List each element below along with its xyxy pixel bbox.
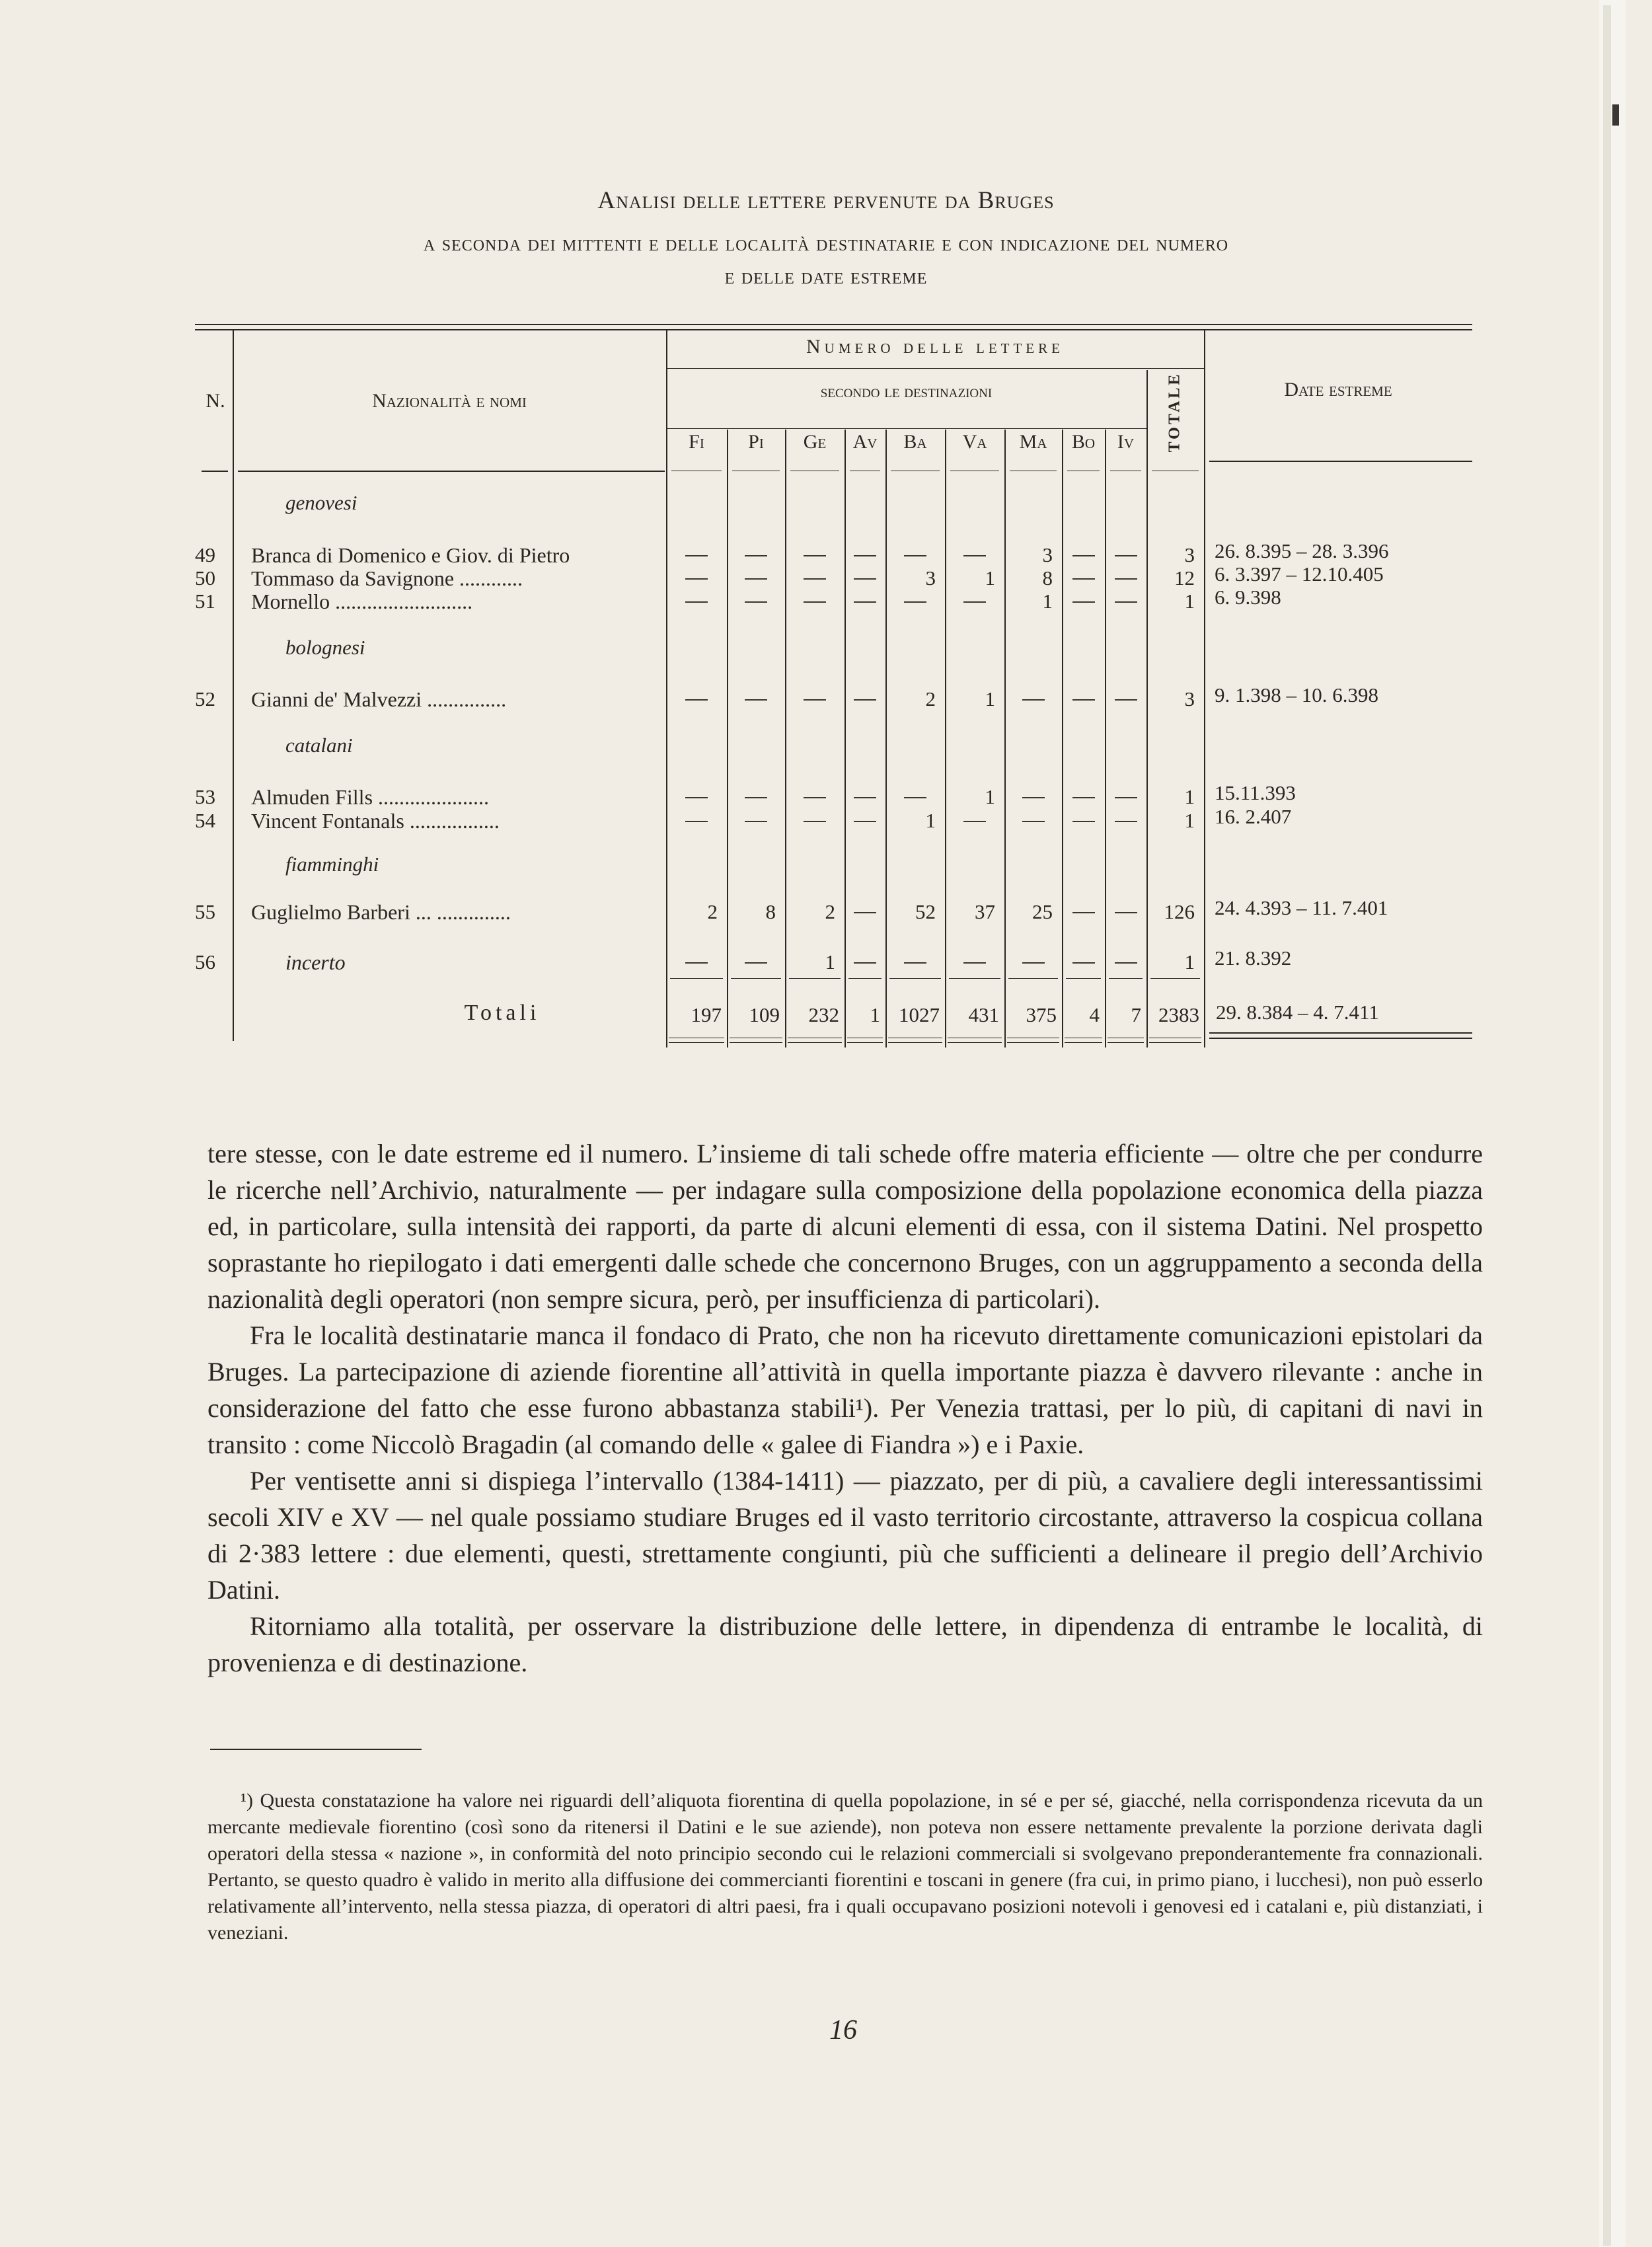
empty-dash <box>685 699 708 701</box>
column-divider <box>1146 370 1148 430</box>
header-dest-va: Va <box>962 431 987 453</box>
empty-dash <box>804 797 826 798</box>
totals-rule <box>1066 978 1101 979</box>
row-dates: 24. 4.393 – 11. 7.401 <box>1215 896 1388 919</box>
paragraph: Per ventisette anni si dispiega l’intervallo (1384-1411) — piazzato, per di più, a cavaliere degli interessantissimi secoli XIV e XV — nel quale possiamo studiare Bruges ed il vasto territorio circostante, attraverso la cospicua collana di 2·383 lettere : due elementi, questi, strettamente congiunti, più che sufficienti a delineare il pregio dell’Archivio Datini. <box>207 1466 1483 1605</box>
header-totale: TOTALE <box>1166 371 1183 453</box>
total-value: 1 <box>870 1003 880 1026</box>
empty-dash <box>745 601 767 603</box>
row-total: 3 <box>1184 543 1195 566</box>
table-bottom-rule <box>669 1042 724 1043</box>
cell-value: 2 <box>925 687 936 710</box>
totals-rule <box>848 978 882 979</box>
row-number: 56 <box>195 950 215 973</box>
row-total: 1 <box>1184 950 1195 973</box>
cell-value: 3 <box>925 566 936 590</box>
row-name: Mornello .......................... <box>251 590 473 613</box>
row-number: 49 <box>195 543 215 566</box>
empty-dash <box>1022 699 1045 701</box>
totals-rule <box>670 978 723 979</box>
page-number: 16 <box>829 2015 857 2045</box>
totals-rule <box>731 978 781 979</box>
row-name: Tommaso da Savignone ............ <box>251 566 523 590</box>
empty-dash <box>685 601 708 603</box>
empty-dash <box>1072 962 1095 964</box>
empty-dash <box>963 962 986 964</box>
table-subtitle: a seconda dei mittenti e delle località destinatarie e con indicazione del numero <box>423 231 1229 256</box>
empty-dash <box>854 912 876 913</box>
header-n: N. <box>206 390 225 412</box>
empty-dash <box>963 601 986 603</box>
row-number: 53 <box>195 785 215 808</box>
empty-dash <box>854 797 876 798</box>
page-edge <box>1599 0 1626 2247</box>
group-label: bolognesi <box>285 636 365 659</box>
column-divider <box>727 430 728 1047</box>
header-dest-av: Av <box>852 431 878 453</box>
table-subtitle-2: e delle date estreme <box>724 264 928 289</box>
footnote-text: ¹) Questa constatazione ha valore nei riguardi dell’aliquota fiorentina di quella popolazione, in sé e per sé, giacché, nella corrispondenza ricevuta da un mercante medievale fiorentino (così sono da ritenersi il Datini e le sue aziende), non poteva non essere nettamente prevalente la porzione derivata dagli operatori della stessa « nazione », in conformità del noto principio secondo cui le relazioni commerciali si svolgevano preponderantemente fra connazionali. Pertanto, se questo quadro è valido in merito alla diffusione dei commercianti fiorentini e toscani in genere (fra cui, in primo piano, i lucchesi), non può esserlo relativamente all’intervento, nella stessa piazza, di operatori di altri paesi, fra i quali occupavano posizioni notevoli i genovesi ed i catalani e, più distanziati, i veneziani. <box>207 1790 1483 1944</box>
empty-dash <box>1022 962 1045 964</box>
cell-value: 1 <box>985 785 995 808</box>
table-bottom-rule <box>1065 1042 1102 1043</box>
empty-dash <box>1022 797 1045 798</box>
cell-value: 3 <box>1042 543 1053 566</box>
table-top-rule <box>195 324 1472 325</box>
row-total: 1 <box>1184 590 1195 613</box>
empty-dash <box>904 962 926 964</box>
empty-dash <box>854 699 876 701</box>
binding-strip <box>1603 5 1611 2246</box>
empty-dash <box>854 962 876 964</box>
empty-dash <box>685 555 708 556</box>
column-divider <box>1204 330 1205 1047</box>
empty-dash <box>854 821 876 822</box>
total-value: 197 <box>691 1003 722 1026</box>
empty-dash <box>745 962 767 964</box>
totals-rule <box>1109 978 1143 979</box>
header-numero: Numero delle lettere <box>806 336 1064 358</box>
row-total: 1 <box>1184 785 1195 808</box>
empty-dash <box>1115 555 1137 556</box>
header-dest-iv: Iv <box>1117 431 1135 453</box>
row-name: Vincent Fontanals ................. <box>251 809 500 833</box>
paragraph: Ritorniamo alla totalità, per osservare la distribuzione delle lettere, in dipendenza di entrambe le località, di provenienza e di destinazione. <box>207 1611 1483 1677</box>
header-secondo: secondo le destinazioni <box>820 381 993 401</box>
empty-dash <box>854 601 876 603</box>
table-bottom-rule <box>1209 1038 1472 1039</box>
cell-value: 1 <box>985 566 995 590</box>
empty-dash <box>854 578 876 580</box>
header-date: Date estreme <box>1284 379 1392 400</box>
empty-dash <box>1022 821 1045 822</box>
binding-mark <box>1612 104 1619 126</box>
column-divider <box>845 430 846 1047</box>
table-top-rule <box>195 329 1472 330</box>
row-dates: 21. 8.392 <box>1215 946 1292 970</box>
empty-dash <box>685 962 708 964</box>
header-rule <box>667 368 1204 369</box>
header-bottom-rule <box>202 471 228 472</box>
total-value: 7 <box>1131 1003 1141 1026</box>
row-name: Almuden Fills ..................... <box>251 785 490 809</box>
cell-value: 1 <box>825 950 835 973</box>
header-dest-ge: Ge <box>803 431 827 453</box>
empty-dash <box>904 555 926 556</box>
row-number: 54 <box>195 809 215 832</box>
row-dates: 16. 2.407 <box>1215 805 1292 828</box>
total-value: 431 <box>968 1003 999 1026</box>
total-value: 1027 <box>899 1003 940 1026</box>
column-divider <box>945 430 946 1047</box>
header-dest-fi: Fi <box>689 431 704 453</box>
group-label: fiamminghi <box>285 853 379 876</box>
empty-dash <box>1072 555 1095 556</box>
cell-value: 52 <box>915 900 936 923</box>
header-bottom-rule <box>238 471 665 472</box>
header-names: Nazionalità e nomi <box>372 390 527 412</box>
empty-dash <box>1115 578 1137 580</box>
cell-value: 1 <box>1042 590 1053 613</box>
row-name: incerto <box>285 950 346 974</box>
group-label: catalani <box>285 734 353 757</box>
column-divider <box>1105 430 1106 1047</box>
row-total: 126 <box>1164 900 1195 923</box>
cell-value: 1 <box>925 809 936 832</box>
totals-rule <box>1008 978 1058 979</box>
empty-dash <box>804 821 826 822</box>
row-total: 1 <box>1184 809 1195 832</box>
header-dest-ba: Ba <box>903 431 927 453</box>
empty-dash <box>685 797 708 798</box>
table-bottom-rule <box>1108 1042 1144 1043</box>
cell-value: 1 <box>985 687 995 710</box>
footnote-rule <box>210 1749 422 1750</box>
paragraph: tere stesse, con le date estreme ed il numero. L’insieme di tali schede offre materia efficiente — oltre che per condurre le ricerche nell’Archivio, naturalmente — per indagare sulla composizione della popolazione economica della piazza ed, in particolare, sulla intensità dei rapporti, da parte di alcuni elementi di essa, con il sistema Datini. Nel prospetto soprastante ho riepilogato i dati emergenti dalle schede che concernono Bruges, con un aggruppamento a seconda della nazionalità degli operatori (non sempre sicura, però, per insufficienza di particolari). <box>207 1139 1483 1314</box>
totals-rule <box>1150 978 1200 979</box>
table-bottom-rule <box>847 1042 883 1043</box>
empty-dash <box>904 601 926 603</box>
empty-dash <box>854 555 876 556</box>
empty-dash <box>1072 821 1095 822</box>
header-dest-ma: Ma <box>1019 431 1047 453</box>
empty-dash <box>745 821 767 822</box>
totals-rule <box>889 978 941 979</box>
row-number: 50 <box>195 566 215 590</box>
column-divider <box>233 330 234 1041</box>
table-bottom-rule <box>888 1042 942 1043</box>
row-dates: 26. 8.395 – 28. 3.396 <box>1215 539 1389 562</box>
total-value: 109 <box>749 1003 780 1026</box>
cell-value: 25 <box>1032 900 1053 923</box>
row-name: Branca di Domenico e Giov. di Pietro <box>251 543 570 567</box>
empty-dash <box>685 821 708 822</box>
row-dates: 6. 9.398 <box>1215 586 1281 609</box>
cell-value: 8 <box>1042 566 1053 590</box>
cell-value: 8 <box>765 900 776 923</box>
table-bottom-rule <box>730 1042 782 1043</box>
header-dest-pi: Pi <box>748 431 764 453</box>
empty-dash <box>1072 601 1095 603</box>
total-value: 232 <box>808 1003 839 1026</box>
header-rule <box>667 428 1146 429</box>
row-name: Gianni de' Malvezzi ............... <box>251 687 507 711</box>
empty-dash <box>804 555 826 556</box>
empty-dash <box>745 699 767 701</box>
table-bottom-rule <box>788 1042 842 1043</box>
header-dest-bo: Bo <box>1071 431 1096 453</box>
empty-dash <box>745 578 767 580</box>
empty-dash <box>685 578 708 580</box>
total-value: 4 <box>1089 1003 1100 1026</box>
empty-dash <box>1115 912 1137 913</box>
empty-dash <box>745 555 767 556</box>
empty-dash <box>1115 821 1137 822</box>
footnote <box>207 1788 1483 1946</box>
row-name: Guglielmo Barberi ... .............. <box>251 900 511 924</box>
totals-rule <box>789 978 841 979</box>
totals-rule <box>949 978 1000 979</box>
empty-dash <box>745 797 767 798</box>
row-dates: 6. 3.397 – 12.10.405 <box>1215 562 1384 586</box>
empty-dash <box>1115 699 1137 701</box>
empty-dash <box>804 578 826 580</box>
cell-value: 37 <box>975 900 995 923</box>
row-dates: 9. 1.398 – 10. 6.398 <box>1215 683 1378 706</box>
column-divider <box>1062 430 1063 1047</box>
group-label: genovesi <box>285 491 357 514</box>
row-dates: 15.11.393 <box>1215 781 1296 804</box>
row-number: 55 <box>195 900 215 923</box>
table-bottom-rule <box>1209 1032 1472 1034</box>
table-title: Analisi delle lettere pervenute da Bruges <box>597 187 1055 214</box>
empty-dash <box>1115 797 1137 798</box>
table-bottom-rule <box>1149 1042 1201 1043</box>
header-bottom-rule <box>1209 461 1472 462</box>
empty-dash <box>804 601 826 603</box>
row-number: 51 <box>195 590 215 613</box>
column-divider <box>1004 430 1006 1047</box>
empty-dash <box>1072 797 1095 798</box>
row-total: 3 <box>1184 687 1195 710</box>
empty-dash <box>804 699 826 701</box>
cell-value: 2 <box>707 900 718 923</box>
total-dates: 29. 8.384 – 4. 7.411 <box>1216 1001 1379 1024</box>
empty-dash <box>1115 962 1137 964</box>
empty-dash <box>1072 699 1095 701</box>
empty-dash <box>904 797 926 798</box>
table-bottom-rule <box>1007 1042 1059 1043</box>
empty-dash <box>1072 578 1095 580</box>
cell-value: 2 <box>825 900 835 923</box>
empty-dash <box>963 821 986 822</box>
table-bottom-rule <box>948 1042 1002 1043</box>
row-number: 52 <box>195 687 215 710</box>
empty-dash <box>1072 912 1095 913</box>
paragraph: Fra le località destinatarie manca il fondaco di Prato, che non ha ricevuto direttamente comunicazioni epistolari da Bruges. La partecipazione di aziende fiorentine all’attività in quella importante piazza è davvero rilevante : anche in considerazione del fatto che esse furono abbastanza stabili¹). Per Venezia trattasi, per lo più, di capitani di navi in transito : come Niccolò Bragadin (al comando delle « galee di Fiandra ») e i Paxie. <box>207 1320 1483 1459</box>
empty-dash <box>1115 601 1137 603</box>
total-value: 375 <box>1026 1003 1057 1026</box>
totals-label: Totali <box>464 1001 541 1025</box>
row-total: 12 <box>1174 566 1195 590</box>
grand-total: 2383 <box>1158 1003 1199 1026</box>
body-text <box>207 1135 1483 1681</box>
column-divider <box>885 430 887 1047</box>
empty-dash <box>963 555 986 556</box>
